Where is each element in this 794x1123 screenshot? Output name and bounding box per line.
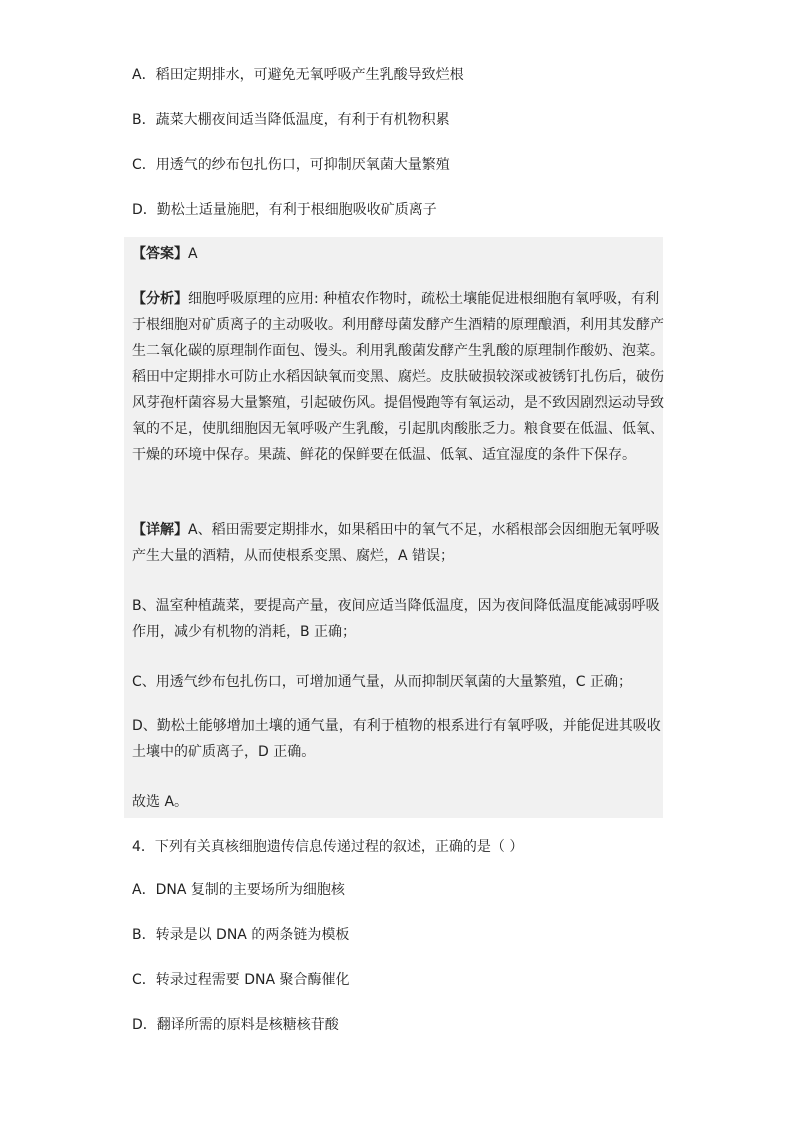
option-d-q3: D．勤松土适量施肥，有利于根细胞吸收矿质离子 <box>132 202 437 218</box>
detail-d-paragraph: D、勤松土能够增加土壤的通气量，有利于植物的根系进行有氧呼吸，并能促进其吸收土壤中的矿质离子，D 正确。 <box>132 718 661 760</box>
option-a-q4: A．DNA 复制的主要场所为细胞核 <box>132 882 345 898</box>
answer-value: A <box>188 246 198 262</box>
analysis-text: 细胞呼吸原理的应用: 种植农作物时，疏松土壤能促进根细胞有氧呼吸，有利于根细胞对矿质离子的主动吸收。利用酵母菌发酵产生酒精的原理酿酒，利用其发酵产生二氧化碳的原理制作面包、馒头。利用乳酸菌发酵产生乳酸的原理制作酸奶、泡菜。稻田中定期排水可防止水稻因缺氧而变黑、腐烂。皮肤破损较深或被锈钉扎伤后，破伤风芽孢杆菌容易大量繁殖，引起破伤风。提倡慢跑等有氧运动，是不致因剧烈运动导致氧的不足，使肌细胞因无氧呼吸产生乳酸，引起肌肉酸胀乏力。粮食要在低温、低氧、干燥的环境中保存。果蔬、鲜花的保鲜要在低温、低氧、适宜湿度的条件下保存。 <box>132 291 664 463</box>
option-a-q3: A．稻田定期排水，可避免无氧呼吸产生乳酸导致烂根 <box>132 67 464 83</box>
option-c-q3: C．用透气的纱布包扎伤口，可抑制厌氧菌大量繁殖 <box>132 157 450 173</box>
detail-c-paragraph: C、用透气纱布包扎伤口，可增加通气量，从而抑制厌氧菌的大量繁殖，C 正确； <box>132 674 632 690</box>
answer-tag: 【答案】 <box>132 246 188 262</box>
detail-a-paragraph <box>132 517 664 569</box>
conclusion: 故选 A。 <box>132 794 189 810</box>
option-d-q4: D．翻译所需的原料是核糖核苷酸 <box>132 1017 339 1033</box>
detail-b-paragraph: B、温室种植蔬菜，要提高产量，夜间应适当降低温度，因为夜间降低温度能减弱呼吸作用，减少有机物的消耗，B 正确； <box>132 598 660 640</box>
answer-line <box>132 244 198 264</box>
option-c-q4: C．转录过程需要 DNA 聚合酶催化 <box>132 972 350 988</box>
option-b-q4: B．转录是以 DNA 的两条链为模板 <box>132 927 350 943</box>
analysis-paragraph <box>132 286 664 468</box>
question-4-stem: 4．下列有关真核细胞遗传信息传递过程的叙述，正确的是（ ） <box>132 839 524 855</box>
detail-tag: 【详解】 <box>132 522 188 538</box>
detail-a-text: A、稻田需要定期排水，如果稻田中的氧气不足，水稻根部会因细胞无氧呼吸产生大量的酒精，从而使根系变黑、腐烂，A 错误； <box>132 522 660 564</box>
analysis-tag: 【分析】 <box>132 291 188 307</box>
option-b-q3: B．蔬菜大棚夜间适当降低温度，有利于有机物积累 <box>132 112 450 128</box>
